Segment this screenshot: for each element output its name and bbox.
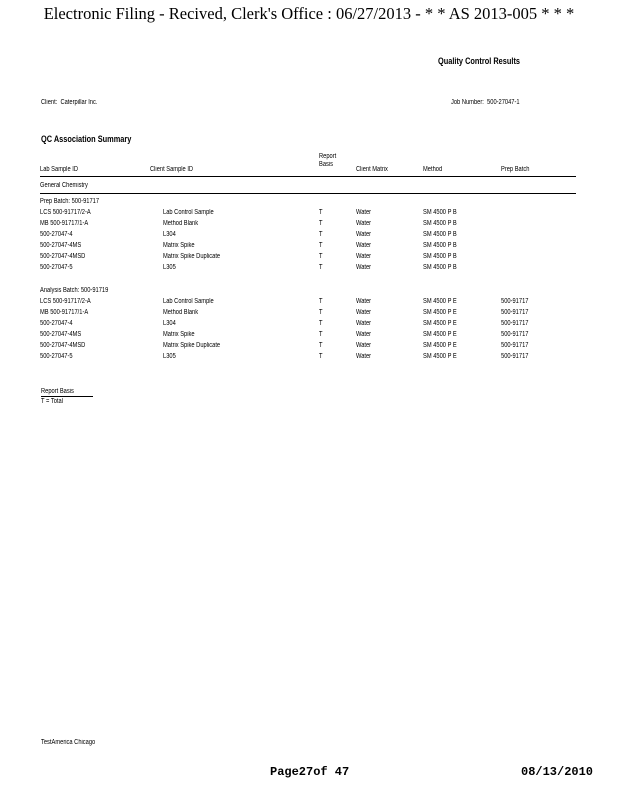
client-sample-id: Lab Control Sample <box>163 209 214 216</box>
col-report-basis-line1: Report <box>319 153 337 160</box>
client-info <box>41 99 97 106</box>
client-sample-id: Matrix Spike Duplicate <box>163 253 221 260</box>
table-row <box>0 320 618 331</box>
lab-sample-id: 500-27047-5 <box>40 264 73 271</box>
analysis-batch-title: Analysis Batch: 500-91719 <box>40 287 109 294</box>
prep-batch: 500-91717 <box>501 353 529 360</box>
client-sample-id: Matrix Spike <box>163 331 195 338</box>
section-title: QC Association Summary <box>41 134 132 144</box>
method: SM 4500 P E <box>423 331 457 338</box>
report-basis: T <box>319 220 323 227</box>
footer-page-number: Page27of 47 <box>270 765 350 779</box>
table-row <box>0 242 618 253</box>
client-sample-id: Method Blank <box>163 309 199 316</box>
col-method: Method <box>423 166 443 173</box>
client-matrix: Water <box>356 242 372 249</box>
client-matrix: Water <box>356 342 372 349</box>
report-basis: T <box>319 209 323 216</box>
report-basis: T <box>319 353 323 360</box>
client-matrix: Water <box>356 331 372 338</box>
client-matrix: Water <box>356 320 372 327</box>
lab-sample-id: 500-27047-4MSD <box>40 253 86 260</box>
lab-sample-id: 500-27047-4MS <box>40 331 82 338</box>
client-sample-id: Lab Control Sample <box>163 298 214 305</box>
client-matrix: Water <box>356 209 372 216</box>
report-basis: T <box>319 309 323 316</box>
method: SM 4500 P E <box>423 309 457 316</box>
legend-item: T = Total <box>41 398 63 405</box>
footer-lab-name: TestAmerica Chicago <box>41 739 96 746</box>
report-basis: T <box>319 298 323 305</box>
client-sample-id: L304 <box>163 320 176 327</box>
method: SM 4500 P B <box>423 253 457 260</box>
lab-sample-id: 500-27047-4 <box>40 231 73 238</box>
prep-batch: 500-91717 <box>501 320 529 327</box>
client-matrix: Water <box>356 353 372 360</box>
client-sample-id: L305 <box>163 353 176 360</box>
job-value: 500-27047-1 <box>487 99 520 106</box>
method: SM 4500 P B <box>423 209 457 216</box>
method: SM 4500 P E <box>423 320 457 327</box>
report-basis: T <box>319 342 323 349</box>
table-row <box>0 253 618 264</box>
client-matrix: Water <box>356 231 372 238</box>
filing-stamp: Electronic Filing - Recived, Clerk's Office : 06/27/2013 - * * AS 2013-005 * * * <box>43 4 575 23</box>
client-matrix: Water <box>356 264 372 271</box>
footer-date: 08/13/2010 <box>521 765 594 779</box>
prep-batch: 500-91717 <box>501 309 529 316</box>
method: SM 4500 P B <box>423 220 457 227</box>
client-matrix: Water <box>356 298 372 305</box>
lab-sample-id: 500-27047-4 <box>40 320 73 327</box>
client-value: Caterpillar Inc. <box>60 99 98 106</box>
col-report-basis-line2: Basis <box>319 161 334 168</box>
method: SM 4500 P E <box>423 298 457 305</box>
table-row <box>0 342 618 353</box>
method: SM 4500 P E <box>423 353 457 360</box>
client-matrix: Water <box>356 253 372 260</box>
report-basis: T <box>319 320 323 327</box>
report-basis: T <box>319 331 323 338</box>
client-label: Client: <box>41 99 58 106</box>
report-basis: T <box>319 253 323 260</box>
prep-batch: 500-91717 <box>501 298 529 305</box>
client-sample-id: L304 <box>163 231 176 238</box>
legend-title: Report Basis <box>41 388 74 395</box>
client-sample-id: Matrix Spike <box>163 242 195 249</box>
table-row <box>0 298 618 309</box>
method: SM 4500 P B <box>423 264 457 271</box>
lab-sample-id: LCS 500-91717/2-A <box>40 298 91 305</box>
client-matrix: Water <box>356 220 372 227</box>
table-row <box>0 220 618 231</box>
report-title: Quality Control Results <box>438 56 521 66</box>
client-sample-id: L305 <box>163 264 176 271</box>
lab-sample-id: 500-27047-5 <box>40 353 73 360</box>
table-row <box>0 264 618 275</box>
col-client-sample-id: Client Sample ID <box>150 166 194 173</box>
method: SM 4500 P B <box>423 231 457 238</box>
table-row <box>0 209 618 220</box>
header-rule <box>40 176 576 177</box>
method: SM 4500 P B <box>423 242 457 249</box>
col-prep-batch: Prep Batch <box>501 166 530 173</box>
job-info <box>451 99 520 106</box>
table-row <box>0 331 618 342</box>
legend-rule <box>41 396 93 397</box>
lab-sample-id: MB 500-91717/1-A <box>40 309 89 316</box>
group-title: General Chemistry <box>40 182 88 189</box>
col-client-matrix: Client Matrix <box>356 166 388 173</box>
prep-batch: 500-91717 <box>501 342 529 349</box>
lab-sample-id: 500-27047-4MS <box>40 242 82 249</box>
method: SM 4500 P E <box>423 342 457 349</box>
job-label: Job Number: <box>451 99 484 106</box>
report-basis: T <box>319 231 323 238</box>
report-basis: T <box>319 264 323 271</box>
table-row <box>0 231 618 242</box>
group-rule <box>40 193 576 194</box>
table-row <box>0 353 618 364</box>
lab-sample-id: 500-27047-4MSD <box>40 342 86 349</box>
client-sample-id: Matrix Spike Duplicate <box>163 342 221 349</box>
prep-batch: 500-91717 <box>501 331 529 338</box>
client-sample-id: Method Blank <box>163 220 199 227</box>
lab-sample-id: LCS 500-91717/2-A <box>40 209 91 216</box>
table-row <box>0 309 618 320</box>
lab-sample-id: MB 500-91717/1-A <box>40 220 89 227</box>
col-lab-sample-id: Lab Sample ID <box>40 166 78 173</box>
client-matrix: Water <box>356 309 372 316</box>
prep-batch-title: Prep Batch: 500-91717 <box>40 198 100 205</box>
report-basis: T <box>319 242 323 249</box>
